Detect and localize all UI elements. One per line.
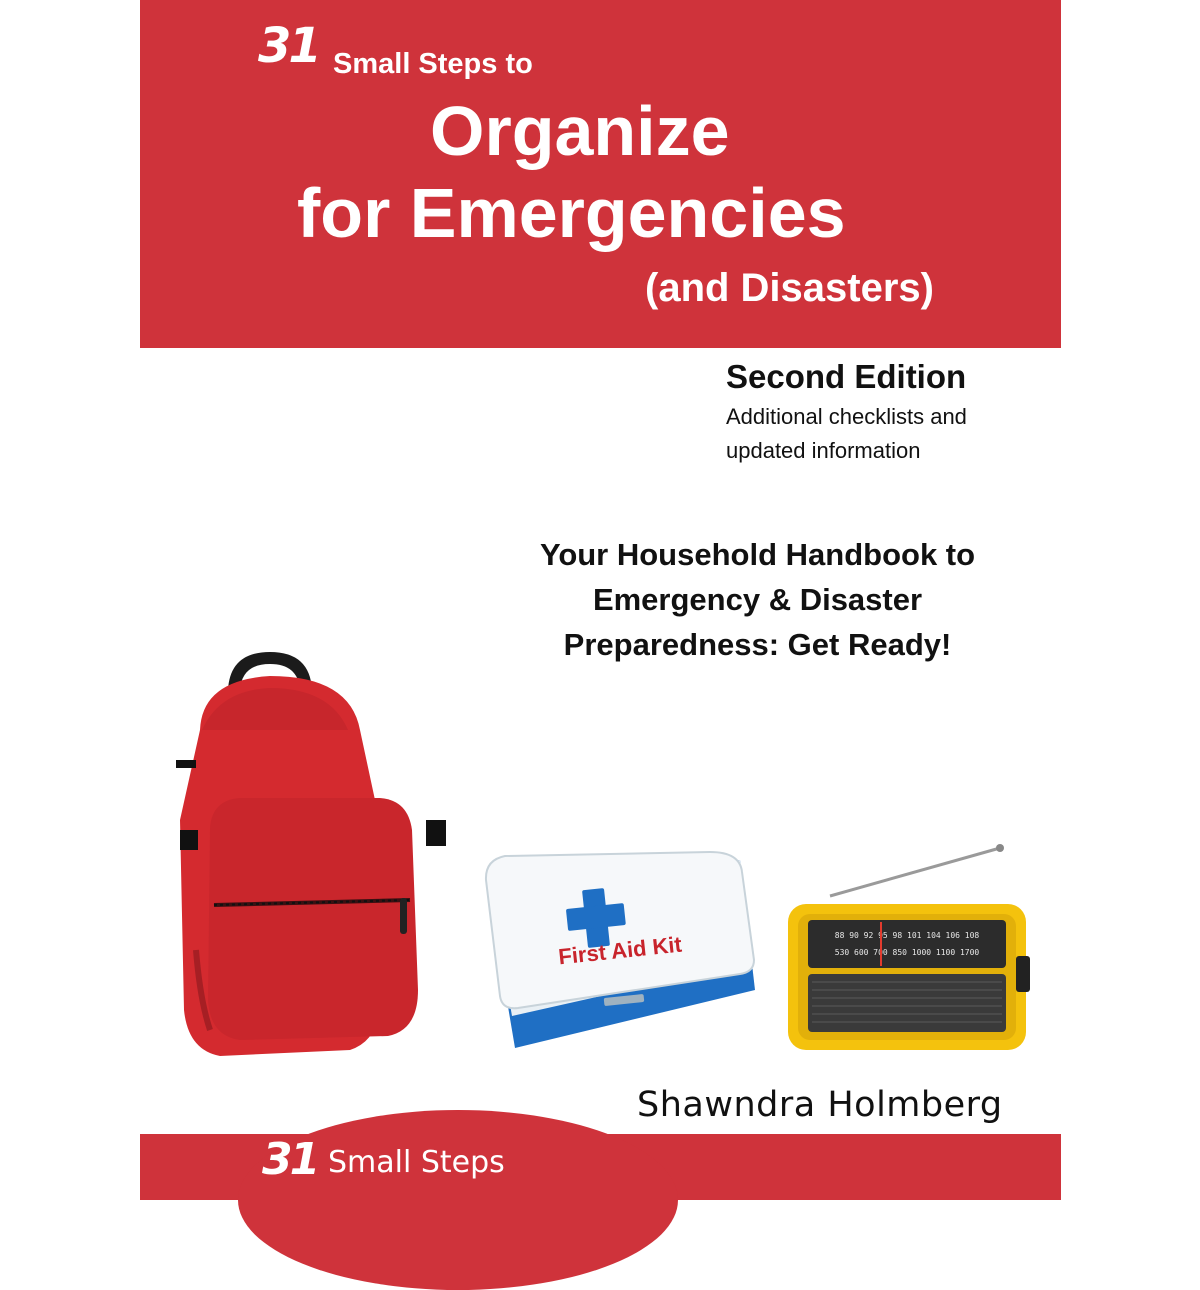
- series-name: Small Steps: [328, 1145, 505, 1180]
- cover-illustrations: [140, 0, 1061, 1134]
- title-line-2: for Emergencies: [297, 174, 846, 252]
- series-number: 31: [262, 1134, 318, 1185]
- title-line-1: Organize: [430, 92, 730, 170]
- title-line-3: (and Disasters): [645, 266, 934, 310]
- edition-label: Second Edition: [726, 358, 967, 395]
- radio-illustration: [788, 844, 1030, 1050]
- backpack-illustration: [176, 652, 446, 1056]
- radio-dial-am: 530 600 700 850 1000 1100 1700: [834, 948, 980, 957]
- title-prefix: Small Steps to: [333, 48, 533, 80]
- first-aid-label: First Aid Kit: [557, 931, 683, 970]
- radio-dial-fm: 88 90 92 95 98 101 104 106 108: [834, 931, 980, 940]
- book-cover: [140, 0, 1061, 1200]
- author-name: Shawndra Holmberg: [637, 1085, 1003, 1125]
- edition-note-line-1: Additional checklists and: [726, 404, 967, 429]
- tagline-line-3: Preparedness: Get Ready!: [563, 627, 952, 662]
- first-aid-kit-illustration: [486, 852, 755, 1048]
- edition-note-line-2: updated information: [726, 438, 921, 463]
- tagline-line-1: Your Household Handbook to: [539, 537, 976, 572]
- tagline-line-2: Emergency & Disaster: [592, 582, 923, 617]
- title-number: 31: [258, 18, 319, 74]
